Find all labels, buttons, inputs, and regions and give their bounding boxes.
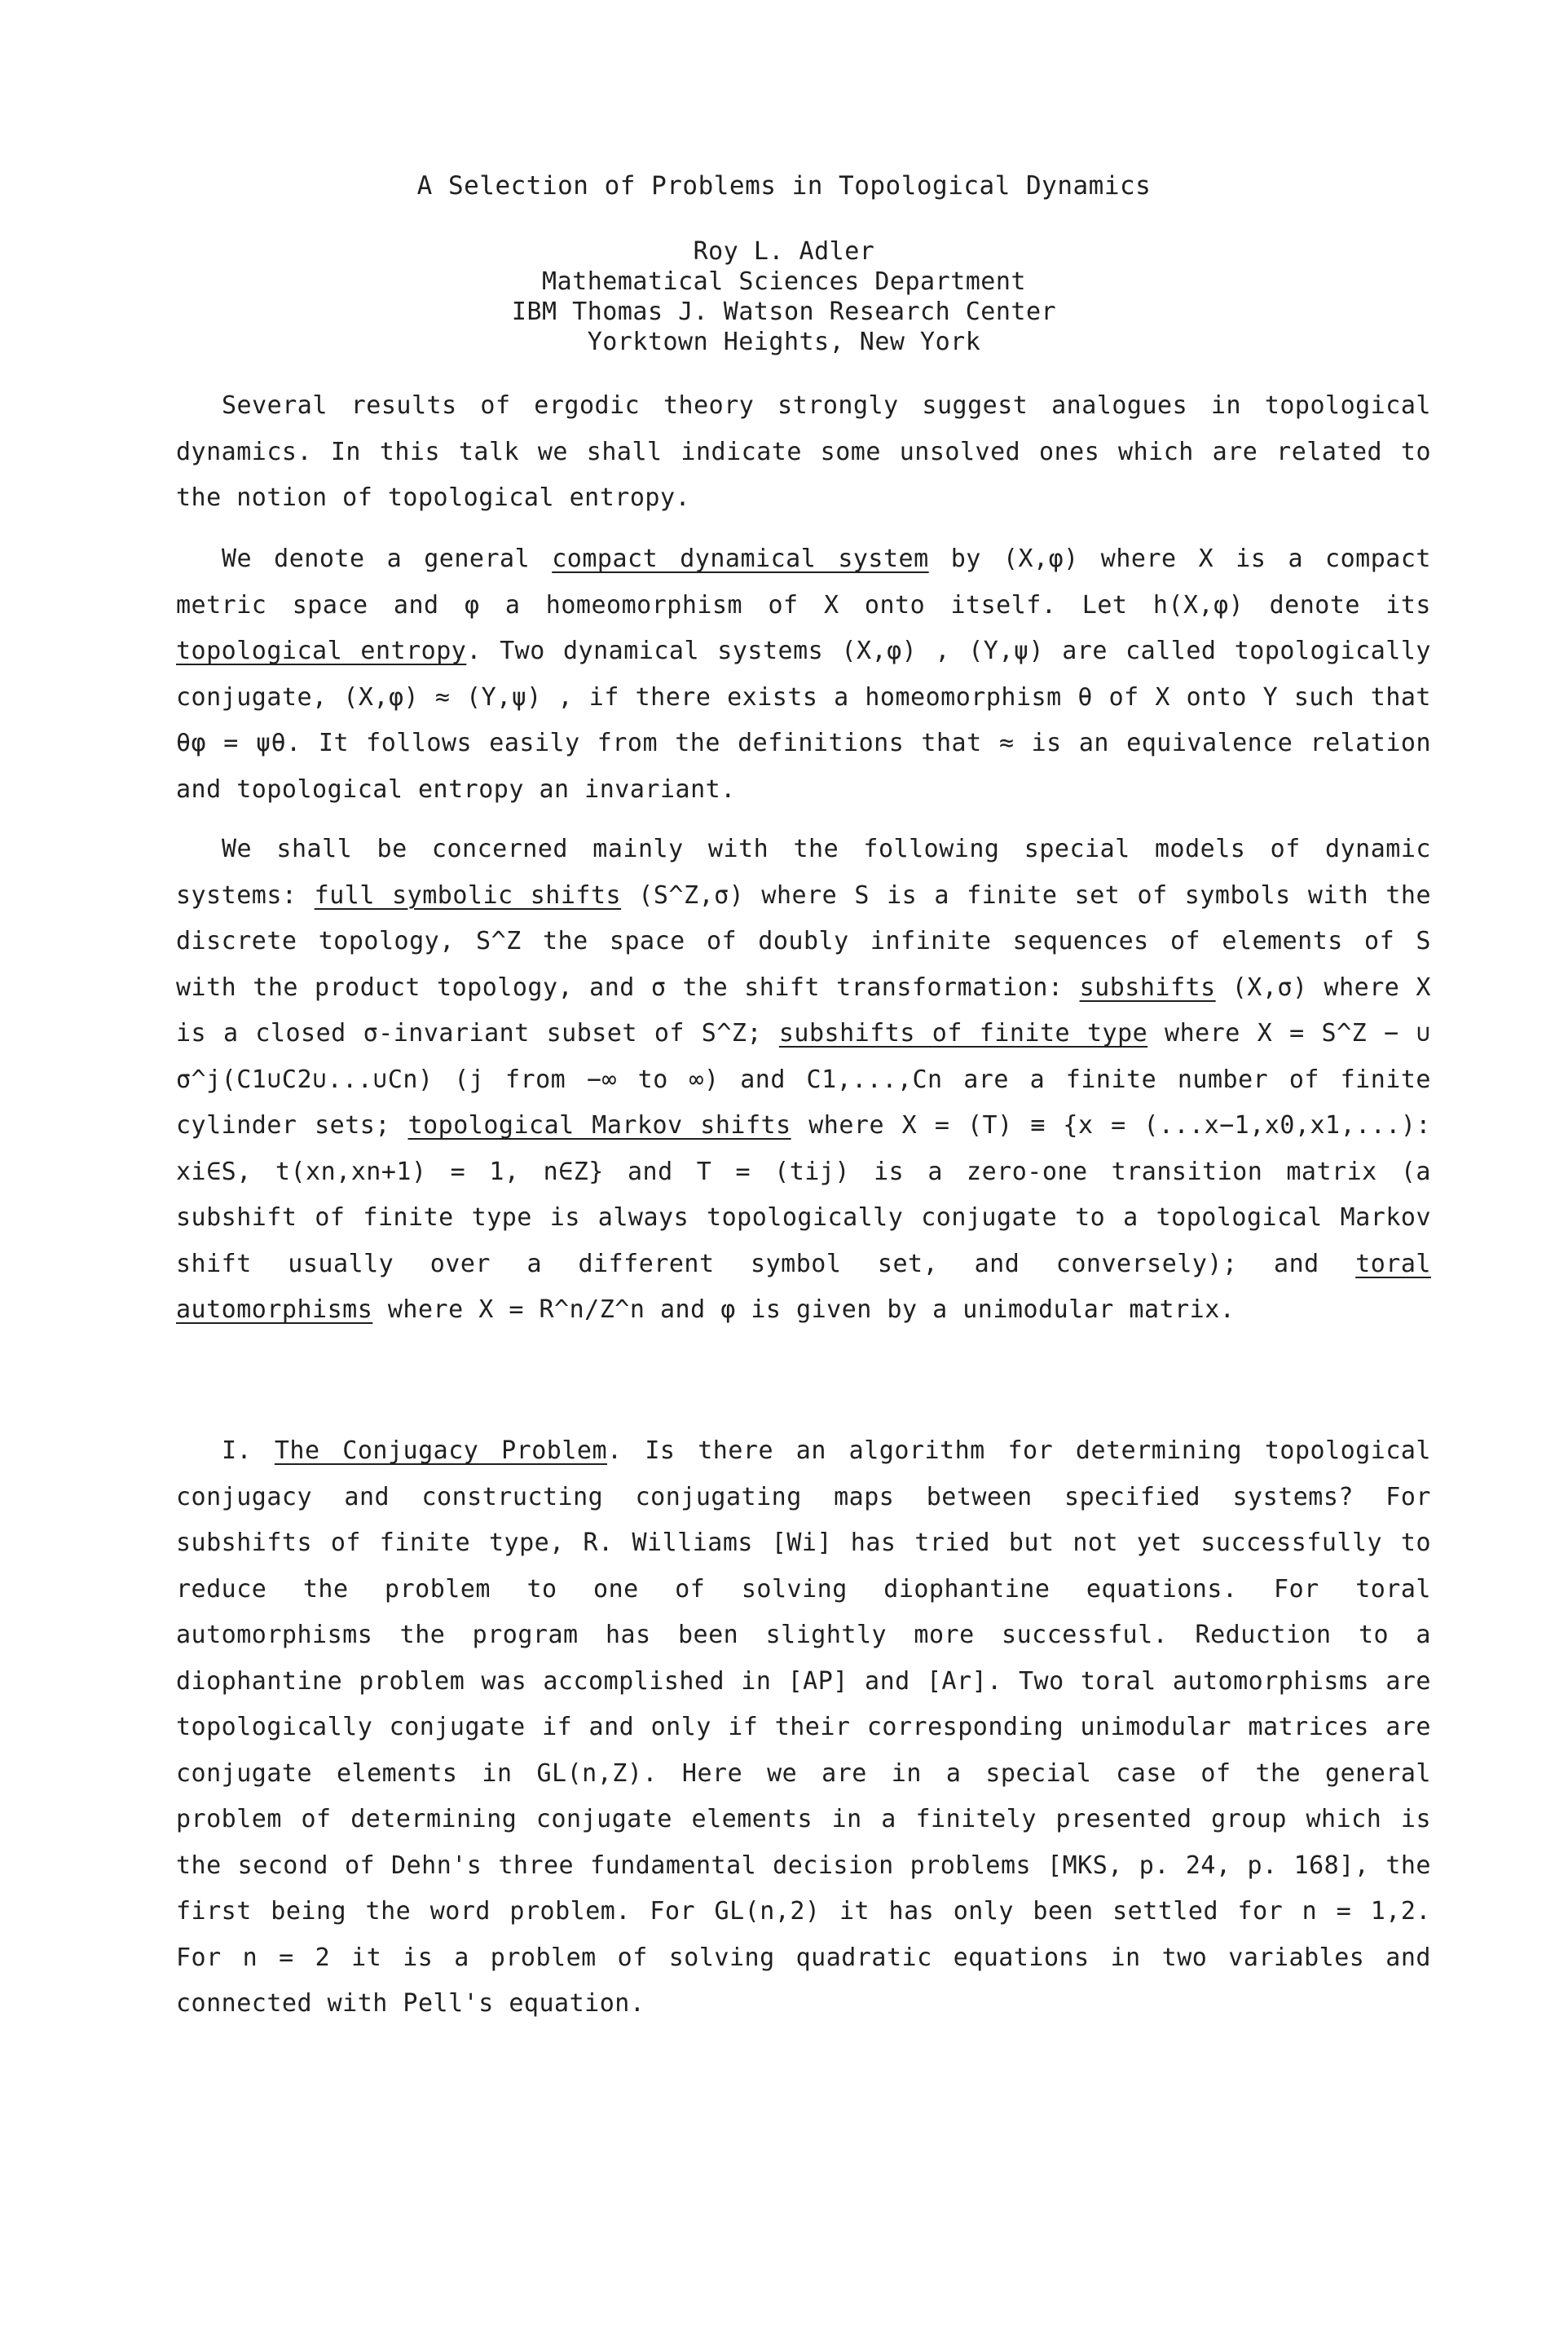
author-block — [0, 236, 1568, 357]
models-text-d: where X = S^Z − ∪ σ^j(C1∪C2∪...∪Cn) (j from −∞ to ∞) and C1,...,Cn are a finite number of finite cylinder sets; — [176, 1019, 1431, 1140]
paragraph-definitions — [176, 536, 1431, 813]
def-text-b: by (X,φ) where X is a compact metric space and φ a homeomorphism of X onto itself. Let h(X,φ) denote its — [176, 545, 1431, 620]
term-full-symbolic-shifts: full symbolic shifts — [314, 880, 622, 910]
term-toral-automorphisms: toral automorphisms — [176, 1249, 1431, 1324]
term-compact-dynamical-system: compact dynamical system — [552, 545, 929, 573]
models-text-c: (X,σ) where X is a closed σ-invariant subset of S^Z; — [176, 973, 1431, 1048]
term-topological-entropy: topological entropy — [176, 637, 467, 665]
affiliation-line-1: Mathematical Sciences Department — [542, 267, 1026, 296]
affiliation-line-2: IBM Thomas J. Watson Research Center — [511, 298, 1057, 326]
def-text-c: . Two dynamical systems (X,φ) , (Y,ψ) are called topologically conjugate, (X,φ) ≈ (Y,ψ) , if there exists a homeomorphism θ of X onto Y such that θφ = ψθ. It follows easily from the definitions that ≈ is an equivalence relation and topological entropy an invariant. — [176, 637, 1431, 804]
affiliation-line-3: Yorktown Heights, New York — [587, 328, 981, 356]
models-text-e: where X = (T) ≡ {x = (...x−1,x0,x1,...): xi∈S, t(xn,xn+1) = 1, n∈Z} and T = (tij) is a zero-one transition matrix (a subshift of finite type is always topologically conjugate to a topological Markov shift usually over a different symbol set, and conversely); and — [176, 1111, 1431, 1278]
def-text-a: We denote a general — [222, 545, 553, 573]
paragraph-intro — [176, 383, 1431, 522]
author-name: Roy L. Adler — [693, 237, 875, 266]
conjugacy-text: . Is there an algorithm for determining topological conjugacy and constructing conjugating maps between specified systems? For subshifts of finite type, R. Williams [Wi] has tried but not yet successfully to reduce the problem to one of solving diophantine equations. For toral automorphisms the program has been slightly more successful. Reduction to a diophantine problem was accomplished in [AP] and [Ar]. Two toral automorphisms are topologically conjugate if and only if their corresponding unimodular matrices are conjugate elements in GL(n,Z). Here we are in a special case of the general problem of determining conjugate elements in a finitely presented group which is the second of Dehn's three fundamental decision problems [MKS, p. 24, p. 168], the first being the word problem. For GL(n,2) it has only been settled for n = 1,2. For n = 2 it is a problem of solving quadratic equations in two variables and connected with Pell's equation. — [176, 1436, 1431, 2018]
intro-text: Several results of ergodic theory strongly suggest analogues in topological dynamics. In this talk we shall indicate some unsolved ones which are related to the notion of topological entropy. — [176, 391, 1431, 512]
section-number: I. — [222, 1436, 275, 1465]
paper-title: A Selection of Problems in Topological Dynamics — [416, 171, 1152, 201]
term-subshifts-finite-type: subshifts of finite type — [778, 1019, 1148, 1048]
models-text-f: where X = R^n/Z^n and φ is given by a unimodular matrix. — [372, 1295, 1235, 1324]
paragraph-models — [176, 827, 1431, 1334]
models-text-b: (S^Z,σ) where S is a finite set of symbols with the discrete topology, S^Z the space of doubly infinite sequences of elements of S with the product topology, and σ the shift transformation: — [176, 880, 1432, 1002]
term-subshifts: subshifts — [1079, 973, 1216, 1002]
paragraph-conjugacy-problem — [176, 1428, 1431, 2027]
term-topological-markov-shifts: topological Markov shifts — [407, 1111, 791, 1140]
models-text-a: We shall be concerned mainly with the following special models of dynamic systems: — [176, 835, 1431, 910]
section-heading-conjugacy-problem: The Conjugacy Problem — [274, 1436, 608, 1465]
